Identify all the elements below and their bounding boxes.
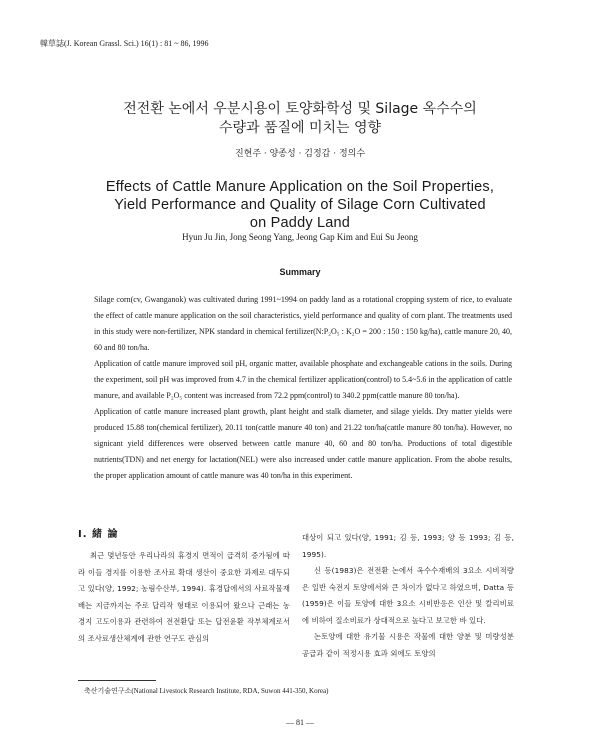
- korean-title: [0, 100, 600, 138]
- english-title-line-1: Effects of Cattle Manure Application on the Soil Properties,: [105, 179, 495, 195]
- summary-body: [80, 292, 512, 484]
- right-column-paragraph-3: 논토양에 대한 유기물 시용은 작물에 대한 양분 및 미량성분 공급과 같이 적정시용 효과 외에도 토양의: [302, 632, 514, 658]
- english-title: [0, 178, 600, 232]
- right-column-paragraph-2: 신 등(1983)은 전전환 논에서 옥수수재배의 3요소 시비적량은 일반 숙전지 토양에서와 큰 차이가 없다고 하였으며, Datta 등(1959)은 이들 토양에 대한 3요소 시비반응은 인산 및 칼리비료에 비하여 질소비료가 상대적으로 높다고 보고한 바 있다.: [302, 566, 514, 625]
- summary-paragraph-2: Application of cattle manure improved soil pH, organic matter, available phosphate and exchangeable cations in the soils. During the experiment, soil pH was improved from 4.7 in the chemical fertilizer application(control) to 5.4~5.6 in the application of cattle manure, and available P₂O₅ content was increased from 72.2 ppm(control) to 340.2 ppm(cattle manure 80 ton/ha).: [94, 359, 512, 400]
- right-column-paragraph-1: 대상이 되고 있다(양, 1991; 김 등, 1993; 양 등 1993; 김 등, 1995).: [302, 533, 514, 559]
- page-number: — 81 —: [286, 718, 314, 727]
- english-title-line-2: Yield Performance and Quality of Silage Corn Cultivated: [114, 197, 486, 213]
- left-column-paragraph: 최근 몇년동안 우리나라의 휴경지 면적이 급격히 증가됨에 따라 이들 경지를 이용한 조사료 확대 생산이 중요한 과제로 대두되고 있다(양, 1992; 농림수산부, 1994). 휴경답에서의 사료작물재배는 지금까지는 주로 답리작 형태로 이용되어 왔으나 근래는 농경지 고도이용과 관련하여 전전환답 또는 답전윤환 작부체계로서의 조사료생산체계에 관한 연구도 관심의: [78, 551, 290, 643]
- journal-reference: 韓草誌(J. Korean Grassl. Sci.) 16(1) : 81 ~ 86, 1996: [40, 39, 209, 48]
- korean-authors: 진현주 · 양종성 · 김정갑 · 정의수: [234, 149, 366, 159]
- affiliation-footnote: 축산기술연구소(National Livestock Research Institute, RDA, Suwon 441-350, Korea): [84, 687, 329, 695]
- footnote-rule: [78, 680, 156, 681]
- summary-paragraph-3: Application of cattle manure increased plant growth, plant height and stalk diameter, and silage yields. Dry matter yields were produced 15.88 ton(chemical fertilizer), 20.11 ton(cattle manure 40 ton) and 21.22 ton/ha(cattle manure 80 ton/ha). However, no signicant yield differences were observed between cattle manure 40, 60 and 80 ton/ha. Productions of total digestible nutrients(TDN) and net energy for lactation(NEL) were also increased under cattle manure application. From the abobe results, the proper application amount of cattle manure was 40 ton/ha in this experiment.: [94, 407, 512, 480]
- english-title-line-3: on Paddy Land: [249, 215, 351, 231]
- korean-title-line-2: 수량과 품질에 미치는 영향: [218, 120, 382, 136]
- summary-heading: Summary: [279, 267, 321, 277]
- english-authors: Hyun Ju Jin, Jong Seong Yang, Jeong Gap Kim and Eui Su Jeong: [182, 232, 418, 242]
- korean-title-line-1: 전전환 논에서 우분시용이 토양화학성 및 Silage 옥수수의: [123, 101, 477, 117]
- section-heading-introduction: I. 緒 論: [78, 529, 119, 540]
- right-column: [302, 530, 514, 662]
- left-column: [78, 548, 290, 647]
- summary-paragraph-1: Silage corn(cv, Gwanganok) was cultivated during 1991~1994 on paddy land as a rotational cropping system of rice, to evaluate the effect of cattle manure application on the soil characteristics, yield performance and quality of corn plant. The treatments used in this study were non-fertilizer, NPK standard in chemical fertilizer(N:P₂O₅ : K₂O = 200 : 150 : 150 kg/ha), cattle manure 20, 40, 60 and 80 ton/ha.: [94, 295, 512, 352]
